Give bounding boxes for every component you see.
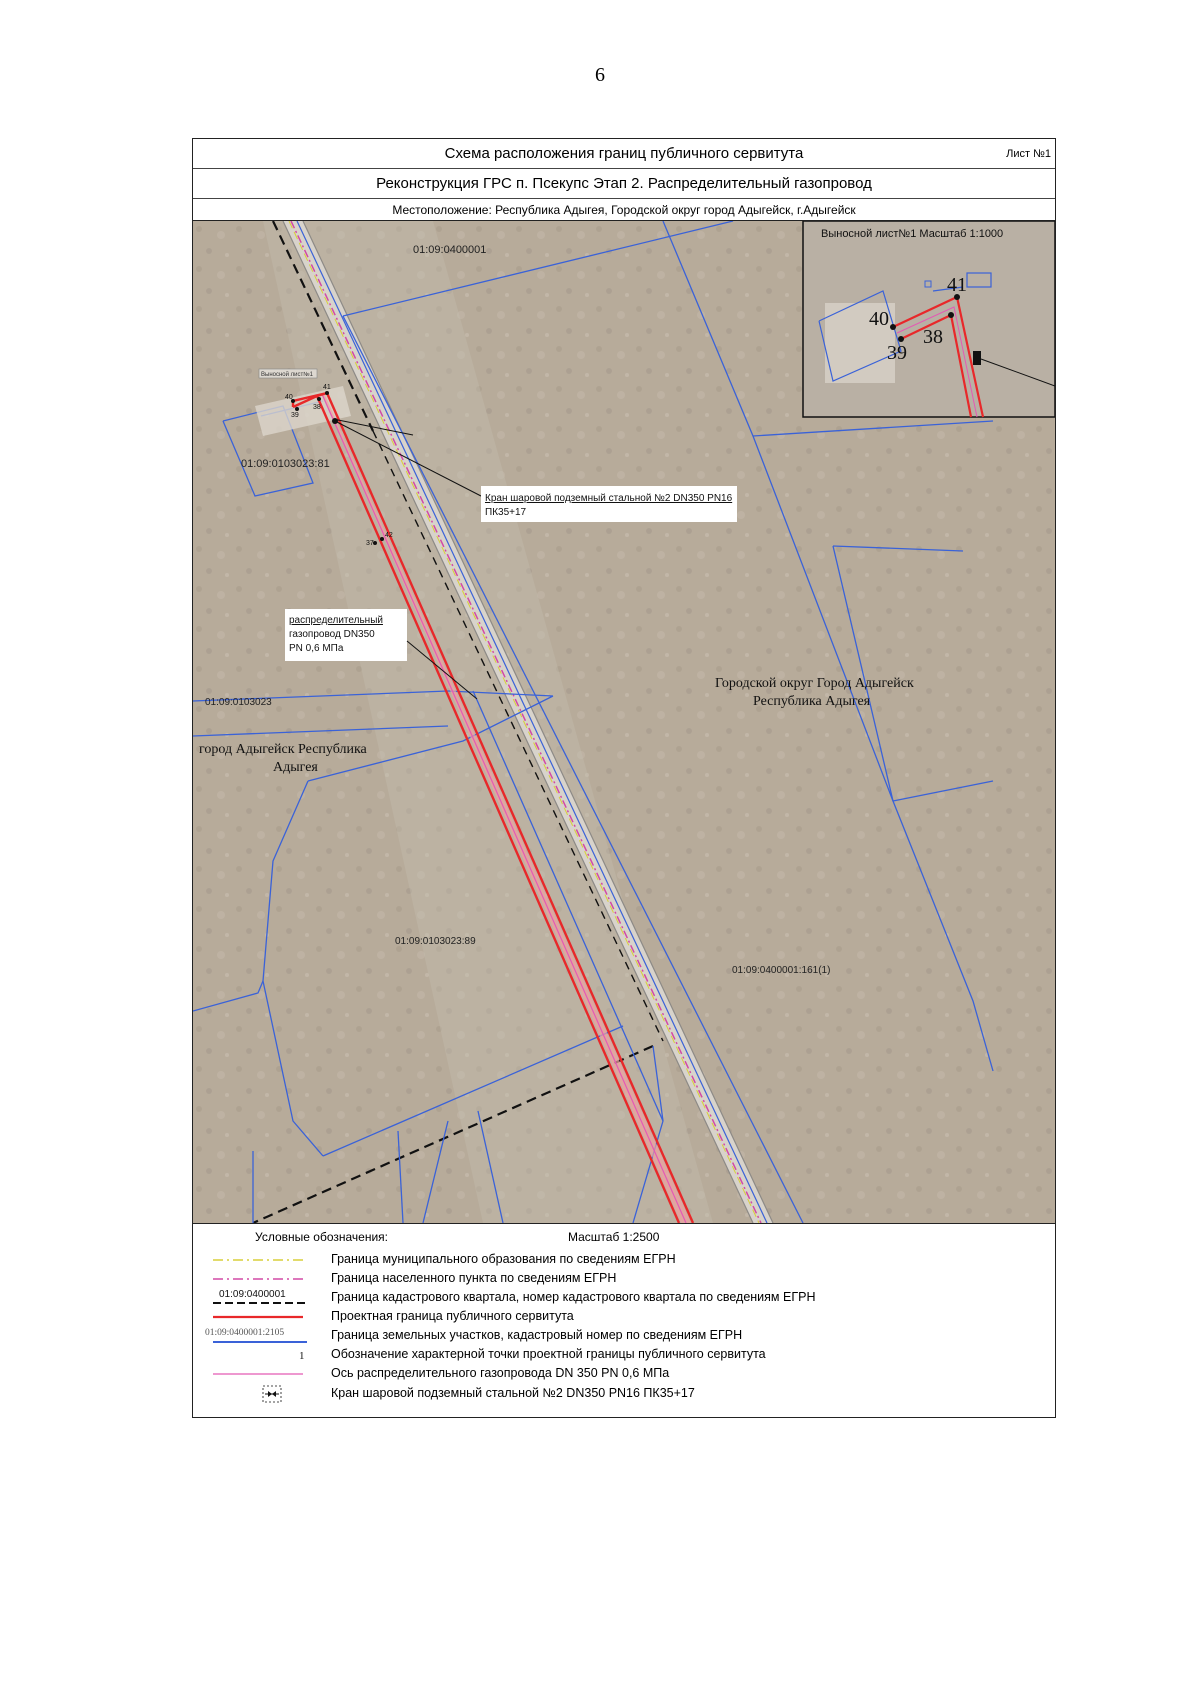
- valve-callout-line2: ПК35+17: [485, 507, 527, 518]
- legend-symbol-easement: [203, 1307, 313, 1327]
- sheet-title: Схема расположения границ публичного сервитута: [444, 145, 804, 162]
- legend-symbol-parcels: [203, 1326, 313, 1346]
- point-40-label: 40: [285, 394, 293, 401]
- inset-map: [803, 221, 1055, 417]
- inset-point-39: 39: [887, 342, 907, 364]
- legend-item-easement: [193, 1307, 1055, 1327]
- point-37-label: 37: [366, 540, 374, 547]
- inset-marker-label: Выносной лист№1: [261, 372, 314, 378]
- legend-heading: Условные обозначения:: [255, 1230, 388, 1244]
- legend-symbol-municipal: [203, 1250, 313, 1270]
- map-svg: [193, 221, 1055, 1223]
- legend-item-point: [193, 1345, 1055, 1365]
- legend-text: Граница населенного пункта по сведениям ЕГРН: [331, 1271, 617, 1285]
- location-line: Местоположение: Республика Адыгея, Городской округ город Адыгейск, г.Адыгейск: [193, 199, 1055, 221]
- city-region-label-2: Республика Адыгея: [753, 694, 871, 709]
- legend-symbol-quarter: [203, 1288, 313, 1308]
- quarter-top-label: 01:09:0400001: [413, 244, 487, 256]
- sheet-title-row: [193, 139, 1055, 169]
- legend-text: Граница кадастрового квартала, номер кадастрового квартала по сведениям ЕГРН: [331, 1290, 816, 1304]
- legend-scale: Масштаб 1:2500: [568, 1230, 660, 1244]
- parcel-161-label: 01:09:0400001:161(1): [732, 965, 831, 976]
- legend-sample-point: 1: [299, 1350, 305, 1362]
- page-number: 6: [595, 64, 605, 86]
- legend-sample-parcel: 01:09:0400001:2105: [205, 1328, 285, 1338]
- point-38-label: 38: [313, 404, 321, 411]
- legend: [193, 1223, 1055, 1417]
- legend-symbol-axis: [203, 1364, 313, 1384]
- project-title: Реконструкция ГРС п. Псекупс Этап 2. Распределительный газопровод: [193, 169, 1055, 199]
- legend-item-axis: [193, 1364, 1055, 1384]
- legend-item-quarter: [193, 1288, 1055, 1308]
- pipe-callout-line2: газопровод DN350: [289, 629, 375, 640]
- legend-text: Кран шаровой подземный стальной №2 DN350 PN16 ПК35+17: [331, 1386, 695, 1400]
- parcel-81-label: 01:09:0103023:81: [241, 458, 330, 470]
- legend-text: Граница муниципального образования по сведениям ЕГРН: [331, 1252, 676, 1266]
- legend-item-valve: [193, 1384, 1055, 1404]
- valve-icon: [203, 1384, 313, 1404]
- point-39-label: 39: [291, 412, 299, 419]
- pipe-callout-line3: PN 0,6 МПа: [289, 643, 344, 654]
- legend-item-settlement: [193, 1269, 1055, 1289]
- point-41-label: 41: [323, 384, 331, 391]
- pipe-callout-line1: распределительный: [289, 615, 383, 626]
- legend-text: Ось распределительного газопровода DN 350 PN 0,6 МПа: [331, 1366, 670, 1380]
- map-area: [193, 221, 1055, 1223]
- legend-symbol-point: [203, 1345, 313, 1365]
- legend-text: Граница земельных участков, кадастровый номер по сведениям ЕГРН: [331, 1328, 743, 1342]
- legend-text: Проектная граница публичного сервитута: [331, 1309, 574, 1323]
- inset-point-38: 38: [923, 326, 943, 348]
- parcel-89-label: 01:09:0103023:89: [395, 936, 476, 947]
- legend-sample-quarter: 01:09:0400001: [219, 1289, 286, 1300]
- inset-point-40: 40: [869, 308, 889, 330]
- point-42-label: 42: [385, 532, 393, 539]
- inset-title: Выносной лист№1 Масштаб 1:1000: [821, 228, 1004, 240]
- city-region-label-1: Городской округ Город Адыгейск: [715, 676, 914, 691]
- legend-symbol-settlement: [203, 1269, 313, 1289]
- valve-callout-line1: Кран шаровой подземный стальной №2 DN350 PN16: [485, 493, 733, 504]
- sheet-number: Лист №1: [1006, 148, 1051, 160]
- quarter-left-label: 01:09:0103023: [205, 697, 272, 708]
- legend-item-parcels: [193, 1326, 1055, 1346]
- legend-text: Обозначение характерной точки проектной границы публичного сервитута: [331, 1347, 766, 1361]
- map-sheet: [192, 138, 1056, 1418]
- inset-point-41: 41: [947, 274, 967, 296]
- town-label-2: Адыгея: [273, 760, 318, 775]
- legend-item-municipal: [193, 1250, 1055, 1270]
- town-label-1: город Адыгейск Республика: [199, 742, 367, 757]
